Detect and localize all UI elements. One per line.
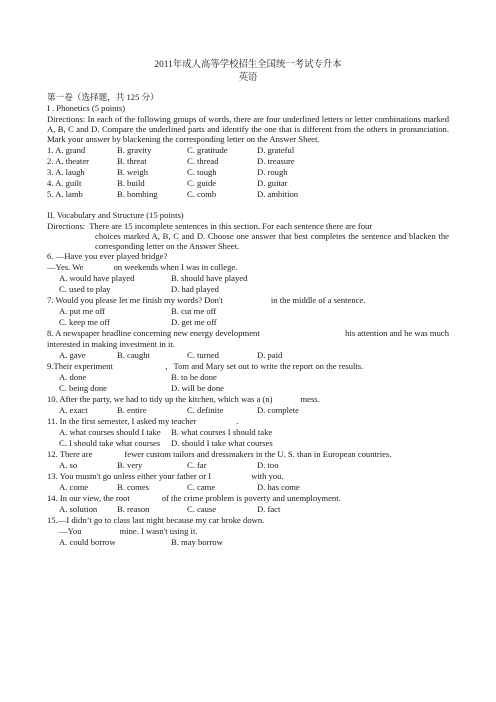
option-b: B. reason [117, 504, 150, 515]
part-heading: 第一卷（选择题，共 125 分） [47, 91, 159, 102]
option-b: B. caught [117, 350, 150, 361]
option-b: B. cut me off [171, 306, 217, 317]
option-a: A. solution [59, 504, 98, 515]
option-c: C. used to play [59, 284, 111, 295]
option-c: C. I should take what courses [59, 438, 161, 449]
option-c: C. keep me off [59, 317, 110, 328]
option-a: A. gave [59, 350, 86, 361]
question-stem: 10. After the party, we had to tidy up the kitchen, which was a (n) mess. [47, 394, 320, 405]
question-stem: 8. A newspaper headline concerning new energy development his attention and he was much [47, 328, 449, 339]
question-stem: interested in making investment in it. [47, 339, 175, 350]
option-a: 5. A. lamb [47, 188, 83, 199]
exam-page [47, 58, 449, 548]
exam-subject: 英语 [238, 73, 258, 84]
option-a: A. what courses should I take [59, 427, 161, 438]
option-b: B. very [117, 460, 143, 471]
option-d: D. treasure [257, 155, 295, 166]
question-stem: —You mine. I wasn't using it. [59, 526, 198, 537]
option-d: D. will be done [171, 383, 224, 394]
option-d: D. should I take what courses [171, 438, 273, 449]
phonetics-row [47, 167, 449, 178]
question-stem: 13. You mustn't go unless either your father or I with you. [47, 471, 284, 482]
option-b: B. what courses I should take [171, 427, 273, 438]
option-d: D. rough [257, 166, 288, 177]
option-d: D. ambition [257, 188, 299, 199]
option-b: B. gravity [117, 144, 152, 155]
option-a: A. done [59, 372, 87, 383]
options-row [47, 350, 449, 361]
option-b: B. to be done [171, 372, 217, 383]
option-a: 3. A. laugh [47, 166, 85, 177]
option-d: D. complete [257, 405, 299, 416]
options-row [47, 383, 449, 394]
option-c: C. tough [187, 166, 217, 177]
phonetics-directions: Directions: In each of the following groups of words, there are four underlined letters or letter combinations marked A, B, C and D. Compare the underlined parts and identify the one that is different from the others in pronunciation. Mark your answer by blackening the corresponding letter on the Answer Sheet. [47, 113, 449, 145]
option-c: C. cause [187, 504, 217, 515]
question-stem: —Yes. We on weekends when I was in college. [47, 262, 238, 273]
option-d: D. grateful [257, 144, 295, 155]
option-d: D. too [257, 460, 279, 471]
option-a: A. could borrow [59, 537, 116, 548]
option-d: D. has come [257, 482, 300, 493]
options-row [47, 306, 449, 317]
option-a: A. exact [59, 405, 88, 416]
option-a: A. put me off [59, 306, 106, 317]
question-stem: 12. There are fewer custom tailors and dressmakers in the U. S. than in European countries. [47, 449, 392, 460]
option-a: A. so [59, 460, 78, 471]
options-row [47, 460, 449, 471]
option-d: D. guitar [257, 177, 288, 188]
option-b: B. bombing [117, 188, 158, 199]
question-stem: 15.—I didn’t go to class last night because my car broke down. [47, 515, 265, 526]
exam-title: 2011年成人高等学校招生全国统一考试专升本 [154, 60, 342, 70]
option-c: C. being done [59, 383, 107, 394]
options-row [47, 372, 449, 383]
option-d: D. had played [171, 284, 219, 295]
option-c: C. definite [187, 405, 224, 416]
option-b: B. build [117, 177, 145, 188]
option-b: B. comes [117, 482, 149, 493]
option-c: C. comb [187, 188, 217, 199]
phonetics-row [47, 189, 449, 200]
option-a: 1. A. grand [47, 144, 86, 155]
options-row [47, 504, 449, 515]
option-c: C. came [187, 482, 216, 493]
question-stem: 6. —Have you ever played bridge? [47, 251, 168, 262]
option-c: C. thread [187, 155, 219, 166]
option-a: 2. A. theater [47, 155, 89, 166]
option-a: A. would have played [59, 273, 135, 284]
question-stem: 7. Would you please let me finish my words? Don't in the middle of a sentence. [47, 295, 366, 306]
phonetics-questions [47, 145, 449, 200]
option-b: B. threat [117, 155, 147, 166]
options-row [47, 438, 449, 449]
phonetics-row [47, 178, 449, 189]
option-c: C. gratitude [187, 144, 228, 155]
question-stem: 14. In our view, the root of the crime problem is poverty and unemployment. [47, 493, 341, 504]
options-row [47, 537, 449, 548]
question-stem: 11. In the first semester, I asked my teacher . [47, 416, 239, 427]
options-row [47, 405, 449, 416]
section-heading-vocabulary: II. Vocabulary and Structure (15 points) [47, 209, 184, 220]
options-row [47, 273, 449, 284]
options-row [47, 317, 449, 328]
options-row [47, 482, 449, 493]
section-heading-phonetics: I . Phonetics (5 points) [47, 102, 126, 113]
option-c: C. turned [187, 350, 219, 361]
option-b: B. should have played [171, 273, 248, 284]
option-c: C. far [187, 460, 207, 471]
option-a: 4. A. guilt [47, 177, 82, 188]
option-b: B. may borrow [171, 537, 223, 548]
phonetics-row [47, 156, 449, 167]
option-b: B. entire [117, 405, 147, 416]
directions-text: There are 15 incomplete sentences in this section. For each sentence there are four [89, 220, 373, 231]
option-d: D. get me off [171, 317, 217, 328]
directions-label: Directions: [47, 220, 86, 231]
phonetics-row [47, 145, 449, 156]
options-row [47, 284, 449, 295]
vocabulary-directions [47, 221, 449, 231]
option-d: D. fact [257, 504, 281, 515]
directions-continued: choices marked A, B, C and D. Choose one answer that best completes the sentence and blacken the corresponding letter on the Answer Sheet. [95, 230, 449, 252]
options-row [47, 427, 449, 438]
option-a: A. come [59, 482, 89, 493]
option-d: D. paid [257, 350, 283, 361]
question-stem: 9.Their experiment ，Tom and Mary set out to write the report on the results. [47, 361, 364, 372]
option-c: C. guide [187, 177, 217, 188]
option-b: B. weigh [117, 166, 149, 177]
